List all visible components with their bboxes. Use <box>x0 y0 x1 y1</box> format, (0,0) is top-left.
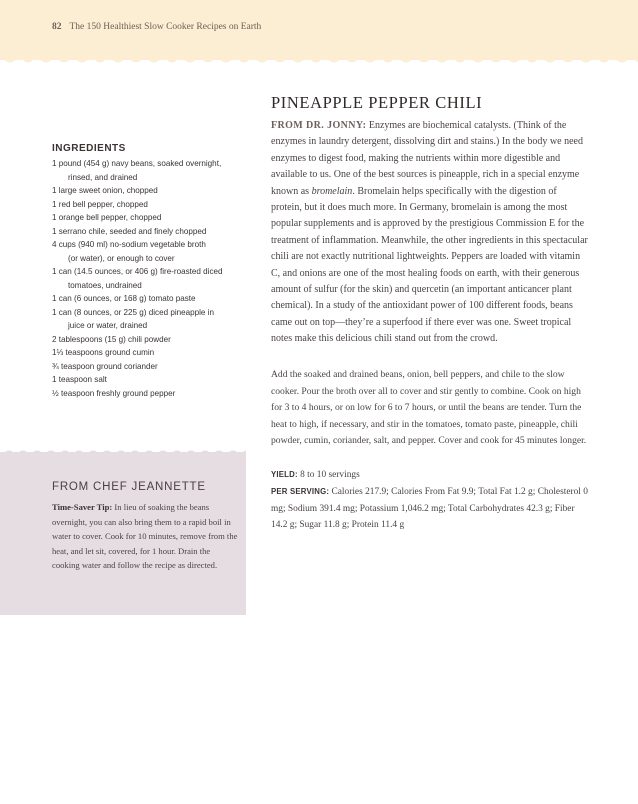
ingredient-item: 1⅓ teaspoons ground cumin <box>52 348 155 357</box>
ingredient-item: 1 can (6 ounces, or 168 g) tomato paste <box>52 294 196 303</box>
intro-text-2: . Bromelain helps specifically with the digestion of protein, but it does much more. In Germany, bromelain is among the most popular supplements and is approved by the prestigious Commission E for the treatment of inflammation. Meanwhile, the other ingredients in this spectacular chili are not exactly nutritional lightweights. Peppers are loaded with vitamin C, and onions are one of the most healing foods on earth, with their generous amount of sulfur (for the skin) and quercetin (an important anticancer plant chemical). In a study of the antioxidant power of 100 different foods, beans came out on top—they’re a superfood if there ever was one. Sweet tropical notes make this delicious chili stand out from the crowd. <box>271 185 588 345</box>
intro-paragraph <box>271 118 589 348</box>
ingredient-item: 1 pound (454 g) navy beans, soaked overnight, rinsed, and drained <box>52 159 222 182</box>
ingredient-item: 4 cups (940 ml) no-sodium vegetable broth (or water), or enough to cover <box>52 240 206 263</box>
ingredient-item: 1 can (14.5 ounces, or 406 g) fire-roasted diced tomatoes, undrained <box>52 267 223 290</box>
nutrition-label: PER SERVING: <box>271 487 330 496</box>
intro-lead: FROM DR. JONNY: <box>271 120 367 131</box>
nutrition-value: Calories 217.9; Calories From Fat 9.9; Total Fat 1.2 g; Cholesterol 0 mg; Sodium 391.4 mg; Potassium 1,046.2 mg; Total Carbohydrates 42.3 g; Fiber 14.2 g; Sugar 11.8 g; Protein 11.4 g <box>271 487 588 531</box>
ingredient-item: 1 orange bell pepper, chopped <box>52 213 162 222</box>
yield-line <box>271 467 589 484</box>
ingredient-item: 1 large sweet onion, chopped <box>52 186 158 195</box>
running-head <box>52 22 261 32</box>
nutrition-line <box>271 484 589 534</box>
chef-note-text <box>52 500 238 573</box>
ingredient-item: ½ teaspoon freshly ground pepper <box>52 388 176 398</box>
ingredient-item: 1 serrano chile, seeded and finely chopped <box>52 226 207 236</box>
method-paragraph: Add the soaked and drained beans, onion, bell peppers, and chile to the slow cooker. Pour the broth over all to cover and stir gently to combine. Cook on high for 3 to 4 hours, or on low for 6 to 7 hours, or until the beans are tender. Turn the heat to high, if necessary, and stir in the tomatoes, tomato paste, pineapple, chili powder, cumin, coriander, salt, and pepper. Cover and cook for 45 minutes longer. <box>271 369 587 447</box>
book-title: The 150 Healthiest Slow Cooker Recipes on Earth <box>69 22 262 32</box>
yield-label: YIELD: <box>271 470 298 479</box>
tip-label: Time-Saver Tip: <box>52 502 113 512</box>
chef-note-title: FROM CHEF JEANNETTE <box>52 481 206 493</box>
recipe-title: PINEAPPLE PEPPER CHILI <box>271 93 483 112</box>
intro-text-1: Enzymes are biochemical catalysts. (Think of the enzymes in laundry detergent, dissolving dirt and stains.) In the body we need enzymes to digest food, making the nutrients within more digestible and available to us. One of the best sources is pineapple, rich in a special enzyme known as <box>271 120 583 197</box>
ingredient-item: 2 tablespoons (15 g) chili powder <box>52 334 171 344</box>
tip-text: In lieu of soaking the beans overnight, you can also bring them to a rapid boil in water to cover. Cook for 10 minutes, remove from the heat, and let sit, covered, for 1 hour. Drain the cooking water and follow the recipe as directed. <box>52 502 238 571</box>
yield-value: 8 to 10 servings <box>297 470 360 480</box>
page-number: 82 <box>52 22 62 32</box>
intro-emphasis: bromelain <box>311 185 353 197</box>
ingredient-item: 1 can (8 ounces, or 225 g) diced pineapple in juice or water, drained <box>52 307 214 330</box>
ingredients-heading: INGREDIENTS <box>52 143 126 154</box>
ingredient-item: 1 teaspoon salt <box>52 375 107 384</box>
ingredient-item: ¾ teaspoon ground coriander <box>52 361 158 371</box>
ingredients-list <box>52 157 252 400</box>
ingredient-item: 1 red bell pepper, chopped <box>52 199 148 209</box>
